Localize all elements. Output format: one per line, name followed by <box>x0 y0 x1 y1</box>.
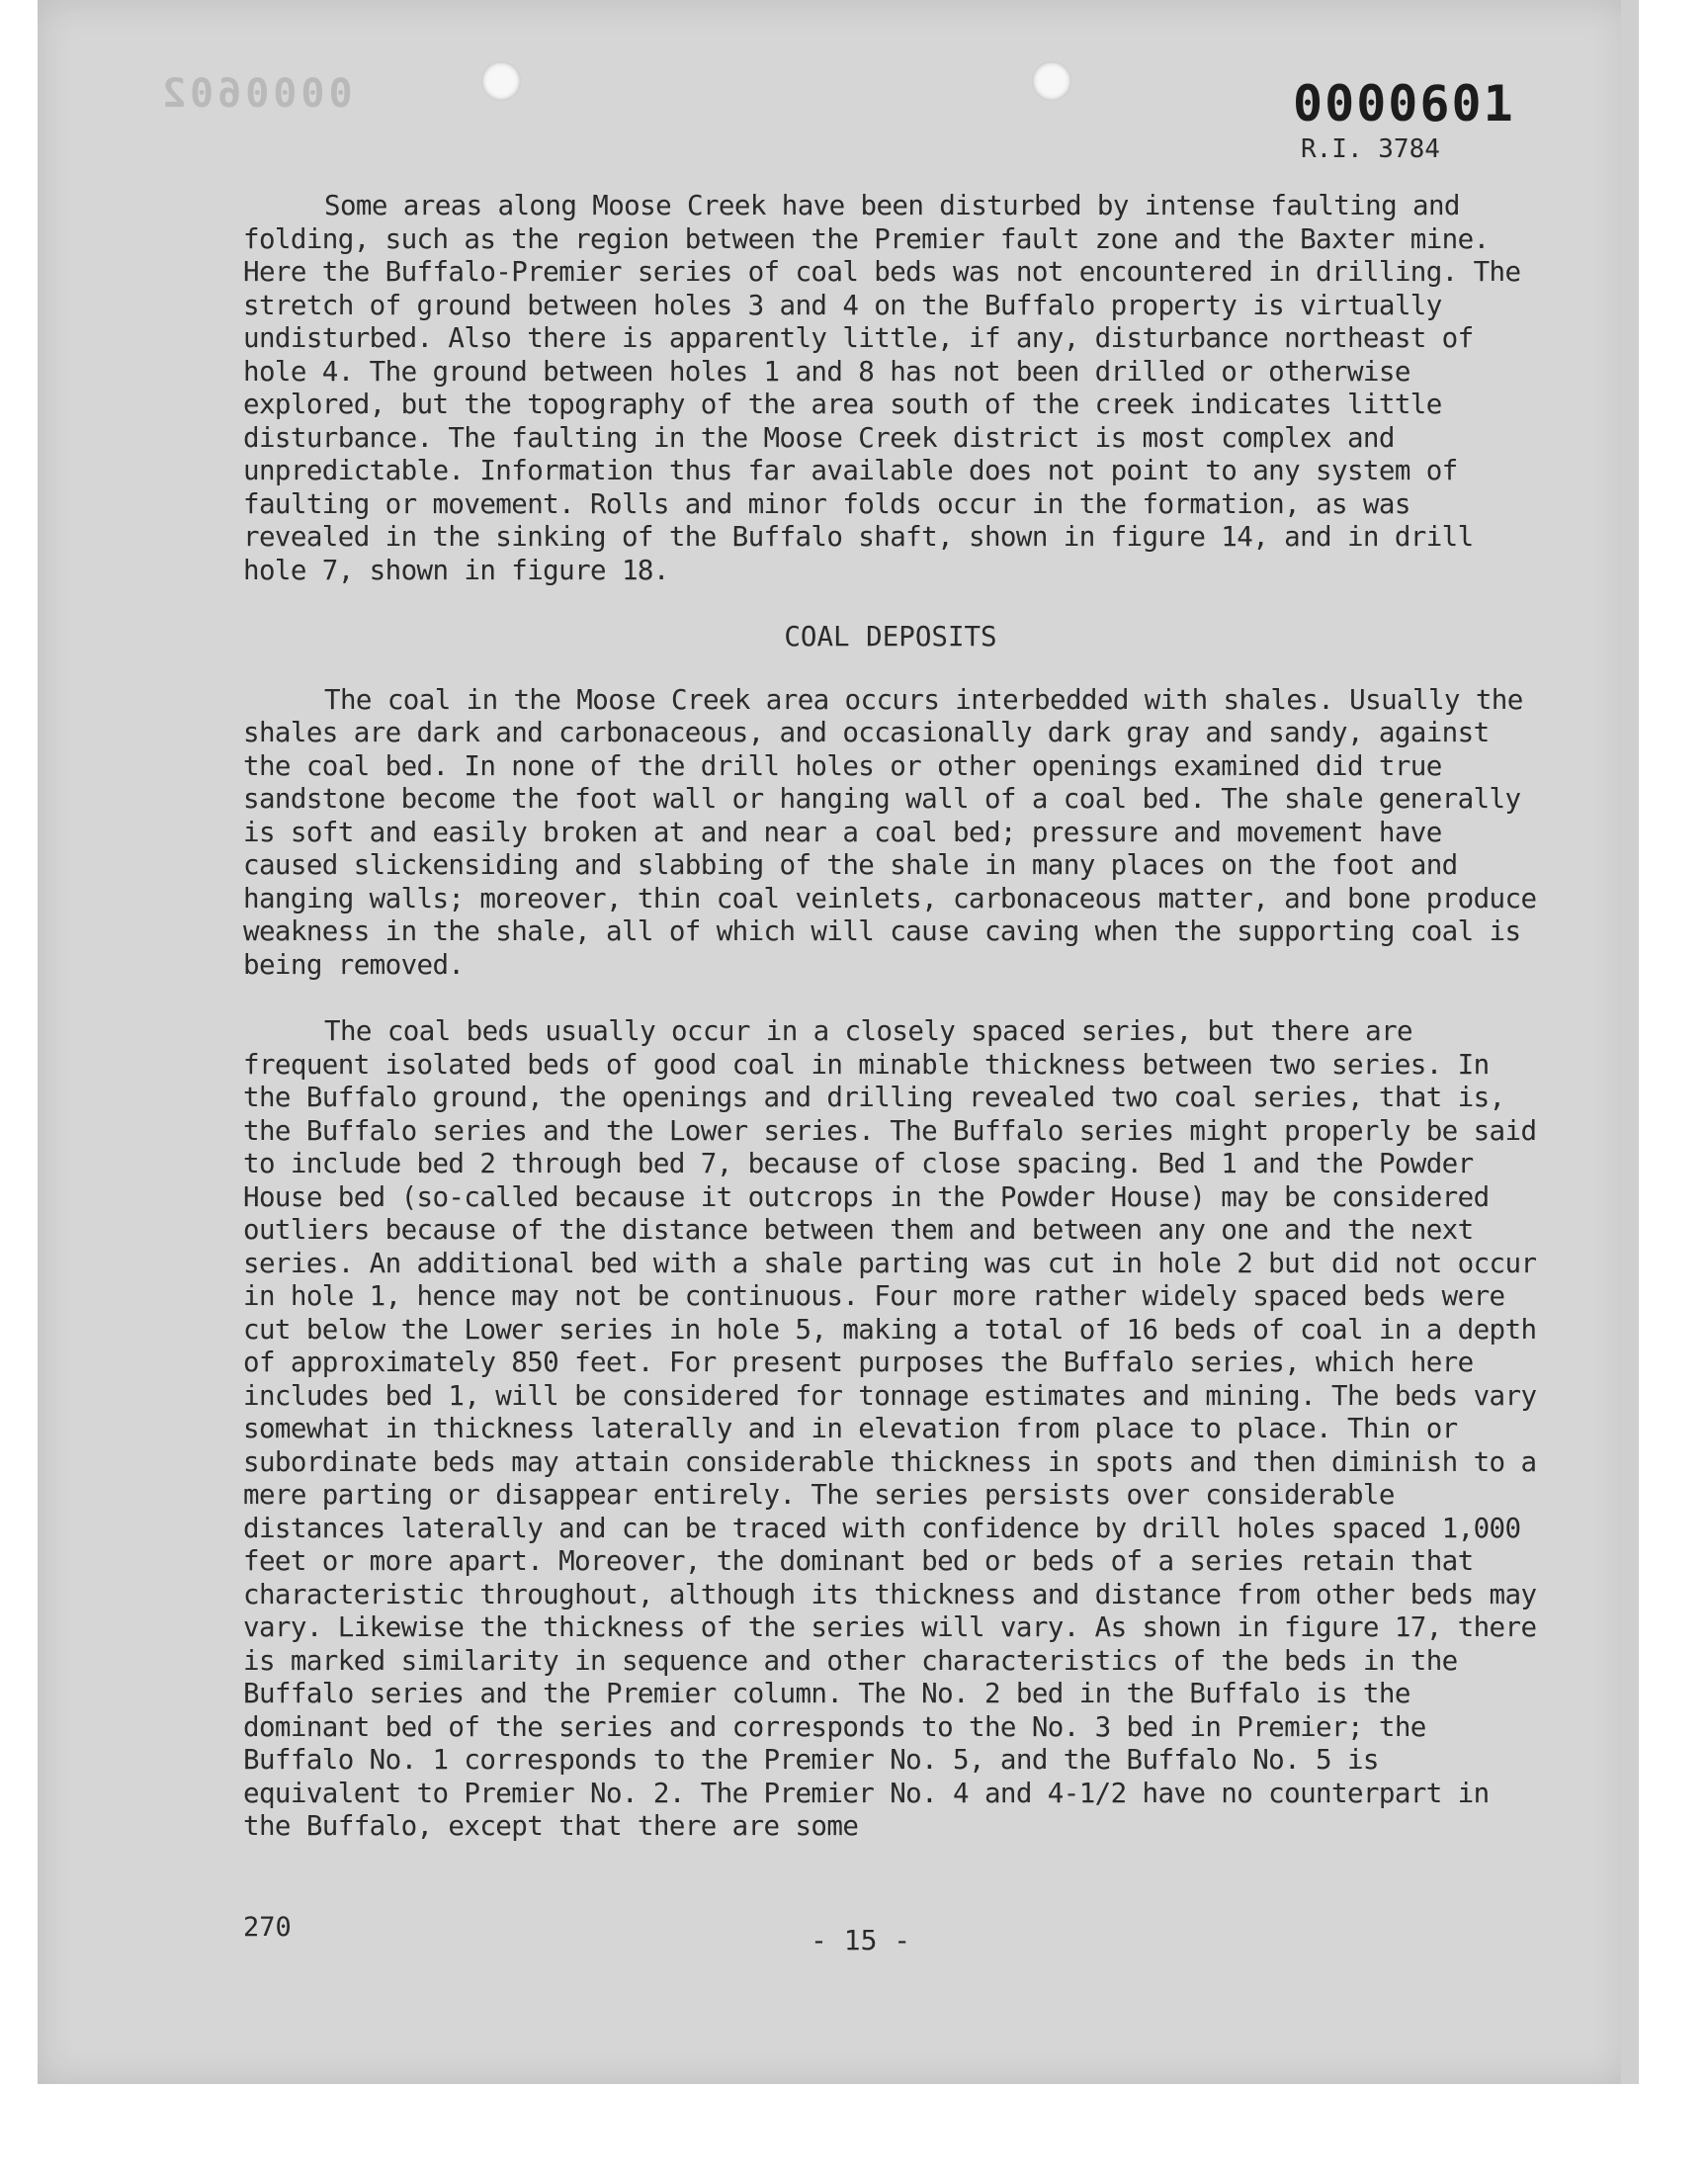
report-id: R.I. 3784 <box>1301 134 1440 164</box>
document-number: 0000601 <box>1293 75 1515 132</box>
page-number: - 15 - <box>811 1924 911 1957</box>
page-code: 270 <box>243 1912 292 1943</box>
paragraph-coal-beds: The coal beds usually occur in a closely spaced series, but there are frequent isolated beds of good coal in minable thickness between two series. In the Buffalo ground, the openings and drilling revealed two coal series, that is, the Buffalo series and the Lower series. The Buffalo series might properly be said to include bed 2 through bed 7, because of close spacing. Bed 1 and the Powder House bed (so-called because it outcrops in the Powder House) may be considered outliers because of the distance between them and between any one and the next series. An additional bed with a shale parting was cut in hole 2 but did not occur in hole 1, hence may not be continuous. Four more rather widely spaced beds were cut below the Lower series in hole 5, making a total of 16 beds of coal in a depth of approximately 850 feet. For present purposes the Buffalo series, which here includes bed 1, will be considered for tonnage estimates and mining. The beds vary somewhat in thickness laterally and in elevation from place to place. Thin or subordinate beds may attain considerable thickness in spots and then diminish to a mere parting or disappear entirely. The series persists over considerable distances laterally and can be traced with confidence by drill holes spaced 1,000 feet or more apart. Moreover, the dominant bed or beds of a series retain that characteristic throughout, although its thickness and distance from other beds may vary. Likewise the thickness of the series will vary. As shown in figure 17, there is marked similarity in sequence and other characteristics of the beds in the Buffalo series and the Premier column. The No. 2 bed in the Buffalo is the dominant bed of the series and corresponds to the No. 3 bed in Premier; the Buffalo No. 1 corresponds to the Premier No. 5, and the Buffalo No. 5 is equivalent to Premier No. 2. The Premier No. 4 and 4-1/2 have no counterpart in the Buffalo, except that there are some <box>243 1015 1537 1842</box>
scan-margin <box>0 2084 1708 2175</box>
paragraph-faulting: Some areas along Moose Creek have been disturbed by intense faulting and folding, such as the region between the Premier fault zone and the Baxter mine. Here the Buffalo-Premier series of coal beds was not encountered in drilling. The stretch of ground between holes 3 and 4 on the Buffalo property is virtually undisturbed. Also there is apparently little, if any, disturbance northeast of hole 4. The ground between holes 1 and 8 has not been drilled or otherwise explored, but the topography of the area south of the creek indicates little disturbance. The faulting in the Moose Creek district is most complex and unpredictable. Information thus far available does not point to any system of faulting or movement. Rolls and minor folds occur in the formation, as was revealed in the sinking of the Buffalo shaft, shown in figure 14, and in drill hole 7, shown in figure 18. <box>243 190 1521 586</box>
document-body <box>243 190 1538 1877</box>
paragraph-coal-shales: The coal in the Moose Creek area occurs interbedded with shales. Usually the shales are dark and carbonaceous, and occasionally dark gray and sandy, against the coal bed. In none of the drill holes or other openings examined did true sandstone become the foot wall or hanging wall of a coal bed. The shale generally is soft and easily broken at and near a coal bed; pressure and movement have caused slickensiding and slabbing of the shale in many places on the foot and hanging walls; moreover, thin coal veinlets, carbonaceous matter, and bone produce weakness in the shale, all of which will cause caving when the supporting coal is being removed. <box>243 683 1537 981</box>
section-heading: COAL DEPOSITS <box>784 621 997 652</box>
punch-hole-right <box>1032 61 1071 101</box>
bleed-through-number: 0000602 <box>158 71 353 117</box>
page-edge <box>1621 0 1639 2084</box>
punch-hole-left <box>481 61 521 101</box>
